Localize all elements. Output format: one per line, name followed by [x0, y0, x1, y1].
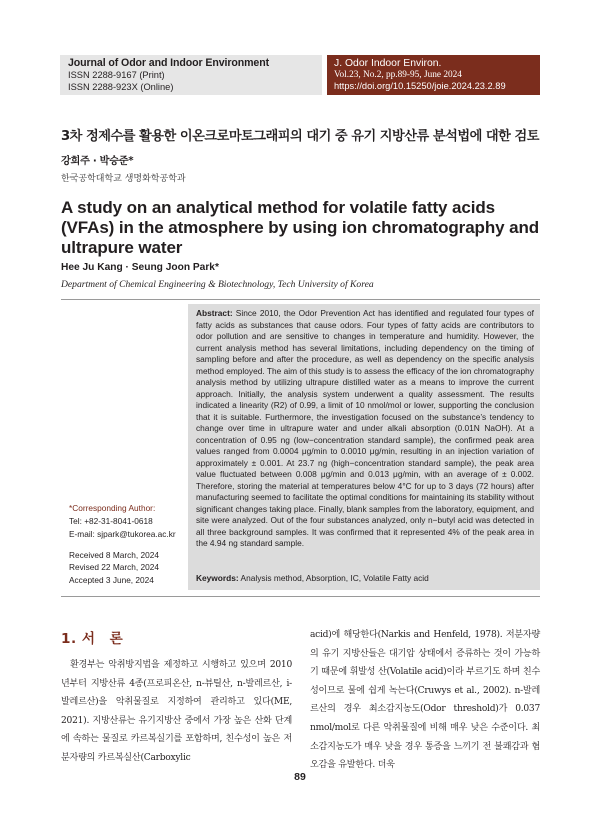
citation-header-box: [327, 55, 540, 95]
divider-top: [61, 299, 540, 300]
title-korean: 3차 정제수를 활용한 이온크로마토그래피의 대기 중 유기 지방산류 분석법에 대한 검토: [61, 129, 539, 144]
journal-header-box: [60, 55, 322, 95]
abstract-text: Since 2010, the Odor Prevention Act has identified and regulated four types of fatty acids as substances that cause odors. Four types of fatty acids are contributors to odor pollution and are sensitive to changes in temperature and humidity. However, the current analysis method has several limitations, including dependency on the timing of sampling before and after the procedure, as well as dependency on the specific analysis method employed. The aim of this study is to assess the efficacy of the ion chromatography analysis method by utilizing ultrapure distilled water as a means to improve the current approach. Initially, the analysis system underwent a quality assessment. The results indicated a linearity (R2) of 0.99, a limit of 10 nmol/mol or lower, supporting the conclusion that it is suitable. Furthermore, the investigation focused on the substance’s tendency to change over time in ultrapure water and under alkali absorption (0.01N NaOH). At a concentration of 0.95 ng (low−concentration standard sample), the confirmed peak area values ranged from 0.0004 μg/min to 0.0010 μg/min, resulting in an injection variation of approximately ± 0.001. At 23.7 ng (high−concentration standard sample), the peak area value fluctuated between 0.008 μg/min and 0.013 μg/min, with an average of ± 0.002. Therefore, storing the material at temperatures below 4°C for up to 3 days (72 hours) after manufacturing seemed to facilitate the optimal conditions for maintaining its stability without significant changes taking place. Finally, blank samples from the laboratory, equipment, and site were analyzed. Out of the four substances analyzed, only n−butyl acid was detected in all three background samples. It was confirmed that it represented 4% of the peak area in the 4.94 ng standard sample.: [196, 308, 534, 548]
doi-link[interactable]: https://doi.org/10.15250/joie.2024.23.2.89: [334, 81, 506, 92]
section-title-introduction: 1. 서 론: [61, 631, 124, 647]
correspondence-block: [69, 502, 187, 540]
keywords-label: Keywords:: [196, 573, 239, 583]
date-received: Received 8 March, 2024: [69, 550, 159, 560]
affiliation-english: Department of Chemical Engineering & Biotechnology, Tech University of Korea: [61, 279, 374, 290]
page-number: 89: [294, 771, 306, 783]
dates-block: [69, 549, 187, 586]
abstract: [196, 308, 534, 550]
date-accepted: Accepted 3 June, 2024: [69, 574, 154, 585]
title-english: A study on an analytical method for volatile fatty acids (VFAs) in the atmosphere by using ion chromatography and ultrapure water: [61, 198, 540, 257]
corresponding-email[interactable]: E-mail: sjpark@tukorea.ac.kr: [69, 528, 176, 539]
body-column-left: [61, 656, 292, 768]
corresponding-tel: Tel: +82-31-8041-0618: [69, 515, 153, 526]
abstract-label: Abstract:: [196, 308, 233, 318]
journal-abbrev: J. Odor Indoor Environ.: [334, 58, 442, 69]
authors-korean: 강희주 · 박승준*: [61, 156, 134, 167]
journal-name: Journal of Odor and Indoor Environment: [68, 57, 270, 69]
issn-print: ISSN 2288-9167 (Print): [68, 70, 165, 80]
issn-online: ISSN 2288-923X (Online): [68, 81, 174, 92]
volume-info: Vol.23, No.2, pp.89-95, June 2024: [334, 70, 462, 80]
keywords-text: Analysis method, Absorption, IC, Volatile Fatty acid: [238, 573, 429, 583]
keywords: [196, 573, 534, 583]
intro-paragraph-left: 환경부는 악취방지법을 제정하고 시행하고 있으며 2010년부터 지방산류 4종(프로피온산, n-뷰틸산, n-발레르산, i-발레르산)을 악취물질로 지정하여 관리하고 있다(ME, 2021). 지방산류는 유기지방산 중에서 가장 높은 산화 단계에 속하는 물질로 카르복실기를 포함하며, 친수성이 높은 저분자량의 카르복실산(Carboxylic: [61, 660, 292, 763]
affiliation-korean: 한국공학대학교 생명화학공학과: [61, 174, 186, 184]
body-column-right: [310, 626, 540, 775]
authors-english: Hee Ju Kang · Seung Joon Park*: [61, 262, 219, 273]
divider-bottom: [61, 596, 540, 597]
intro-paragraph-right: acid)에 해당한다(Narkis and Henfeld, 1978). 저분자량의 유기 지방산들은 대기압 상태에서 증류하는 것이 가능하기 때문에 휘발성 산(Volatile acid)이라 부르기도 하며 친수성이므로 물에 쉽게 녹는다(Cruwys et al., 2002). n-발레르산의 경우 최소감지농도(Odor threshold)가 0.037 nmol/mol로 다른 악취물질에 비해 매우 낮은 수준이다. 최소감지농도가 매우 낮을 경우 통증을 느끼기 전 불쾌감과 혐오감을 유발한다. 더욱: [310, 630, 540, 771]
date-revised: Revised 22 March, 2024: [69, 562, 159, 573]
corresponding-author-label: *Corresponding Author:: [69, 503, 156, 513]
